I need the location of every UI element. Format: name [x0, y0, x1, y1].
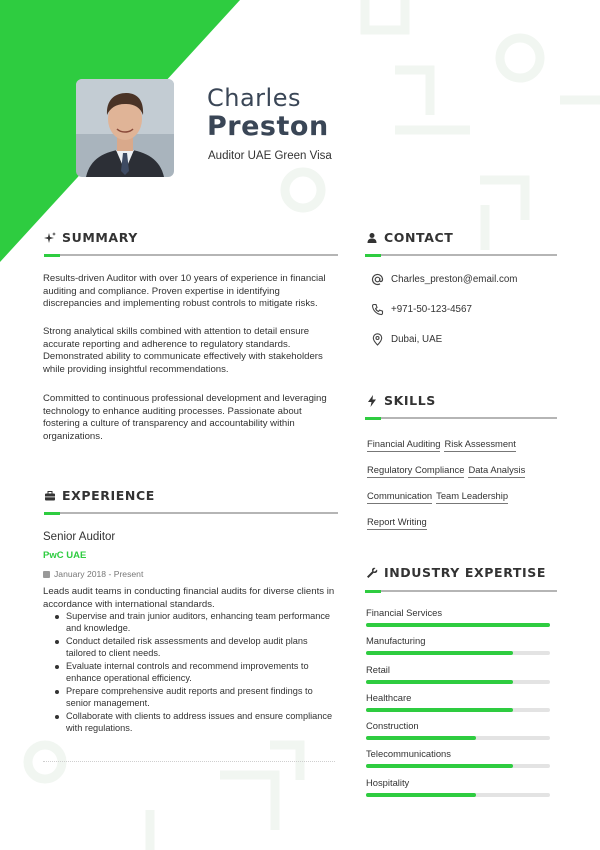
- briefcase-icon: [44, 490, 56, 502]
- skills-heading: [366, 393, 436, 408]
- wrench-icon: [366, 567, 378, 579]
- summary-paragraph-3: Committed to continuous professional development and leveraging technology to enhance auditing processes. Passionate about fostering a culture of transparency and accountability within organizations.: [43, 393, 327, 442]
- job-bullet: Prepare comprehensive audit reports and present findings to senior management.: [52, 686, 337, 709]
- contact-heading: [366, 230, 453, 245]
- job-bullet-list: [52, 611, 337, 736]
- industry-title: INDUSTRY EXPERTISE: [384, 565, 546, 580]
- calendar-icon: [43, 571, 50, 578]
- industry-bar-fill: [366, 651, 513, 655]
- email-text: Charles_preston@email.com: [391, 274, 518, 285]
- industry-item: [366, 720, 552, 748]
- skill-tag: Financial Auditing: [367, 438, 440, 452]
- job-bullet: Evaluate internal controls and recommend improvements to enhance operational efficiency.: [52, 661, 337, 684]
- job-dates: [43, 569, 143, 579]
- job-role: Senior Auditor: [43, 531, 116, 543]
- experience-separator: [43, 761, 335, 762]
- industry-item: [366, 635, 552, 663]
- summary-divider: [44, 254, 338, 256]
- industry-bar-fill: [366, 764, 513, 768]
- skill-tag: Communication: [367, 490, 432, 504]
- contact-title: CONTACT: [384, 230, 454, 245]
- industry-name: Telecommunications: [366, 748, 451, 760]
- phone-text: +971-50-123-4567: [391, 304, 472, 315]
- summary-heading: [44, 230, 138, 245]
- skill-tag: Risk Assessment: [444, 438, 515, 452]
- lightning-icon: [366, 395, 378, 407]
- skill-tag: Data Analysis: [468, 464, 525, 478]
- map-pin-icon: [371, 333, 384, 346]
- headline: Auditor UAE Green Visa: [208, 150, 332, 162]
- person-icon: [366, 232, 378, 244]
- industry-bar-fill: [366, 623, 550, 627]
- skills-title: SKILLS: [384, 393, 436, 408]
- last-name: Preston: [207, 111, 329, 142]
- experience-heading: [44, 488, 155, 503]
- industry-name: Hospitality: [366, 776, 410, 788]
- industry-name: Financial Services: [366, 607, 443, 618]
- job-dates-text: January 2018 - Present: [54, 569, 144, 579]
- summary-paragraph-2: Strong analytical skills combined with attention to detail ensure accurate reporting and adherence to regulatory standards. Demonstrated ability to communicate effectively with stakeholders while providing insightful recommendations.: [43, 326, 323, 375]
- industry-list: [366, 607, 552, 805]
- experience-divider: [44, 512, 338, 514]
- industry-divider: [365, 590, 557, 592]
- industry-name: Healthcare: [366, 691, 412, 703]
- job-bullet: Supervise and train junior auditors, enhancing team performance and knowledge.: [52, 611, 337, 634]
- phone-icon: [371, 303, 384, 316]
- profile-photo: [76, 79, 174, 177]
- job-company: PwC UAE: [43, 550, 87, 561]
- industry-bar-fill: [366, 680, 513, 684]
- job-bullet: Conduct detailed risk assessments and develop audit plans tailored to client needs.: [52, 636, 337, 659]
- contact-phone[interactable]: [371, 303, 472, 316]
- industry-name: Retail: [366, 663, 390, 675]
- industry-item: [366, 692, 552, 720]
- sparkle-icon: [44, 232, 56, 244]
- at-icon: [371, 273, 384, 286]
- first-name: Charles: [207, 84, 301, 112]
- industry-heading: [366, 565, 546, 580]
- industry-bar-fill: [366, 736, 476, 740]
- skill-tag: Report Writing: [367, 516, 427, 530]
- job-description: Leads audit teams in conducting financial audits for diverse clients in accordance with international standards.: [43, 586, 335, 610]
- industry-name: Manufacturing: [366, 635, 426, 647]
- industry-bar-fill: [366, 793, 476, 797]
- contact-divider: [365, 254, 557, 256]
- industry-name: Construction: [366, 720, 419, 732]
- contact-location: [371, 333, 442, 346]
- industry-item: [366, 664, 552, 692]
- industry-item: [366, 777, 552, 805]
- industry-bar: [366, 708, 550, 712]
- location-text: Dubai, UAE: [391, 334, 443, 345]
- skills-divider: [365, 417, 557, 419]
- industry-bar: [366, 623, 550, 627]
- industry-item: [366, 607, 552, 635]
- summary-title: SUMMARY: [62, 230, 138, 245]
- skills-list: [367, 434, 557, 538]
- industry-bar-fill: [366, 708, 513, 712]
- industry-bar: [366, 736, 550, 740]
- skill-tag: Regulatory Compliance: [367, 464, 464, 478]
- industry-bar: [366, 764, 550, 768]
- skill-tag: Team Leadership: [436, 490, 508, 504]
- summary-paragraph-1: Results-driven Auditor with over 10 years of experience in financial auditing and compliance. Proven expertise in identifying discrepancies and implementing robust controls to mitigate risks.: [43, 273, 326, 309]
- industry-bar: [366, 793, 550, 797]
- contact-email[interactable]: [371, 273, 517, 286]
- job-bullet: Collaborate with clients to address issues and ensure compliance with regulations.: [52, 711, 337, 734]
- industry-bar: [366, 651, 550, 655]
- experience-title: EXPERIENCE: [62, 488, 155, 503]
- industry-bar: [366, 680, 550, 684]
- industry-item: [366, 748, 552, 776]
